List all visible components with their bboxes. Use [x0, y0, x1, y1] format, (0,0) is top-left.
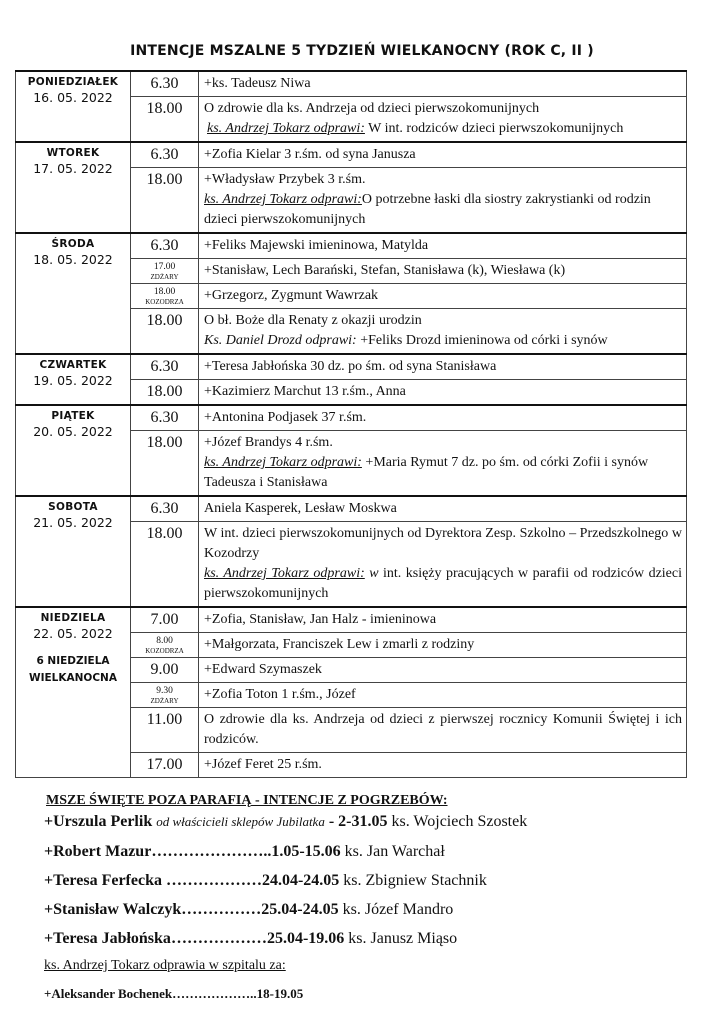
intention-text: O bł. Boże dla Renaty z okazji urodzin — [204, 313, 422, 328]
day-cell — [16, 354, 131, 405]
funeral-dates: 25.04-24.05 — [261, 901, 339, 918]
day-block — [16, 496, 687, 607]
day-block — [16, 142, 687, 233]
intention-cell — [199, 683, 687, 708]
celebrant-note: Ks. Daniel Drozd odprawi: — [204, 333, 357, 348]
mass-time: 18.00 — [153, 287, 176, 297]
funeral-priest: ks. Józef Mandro — [338, 901, 454, 918]
intention-text: O zdrowie dla ks. Andrzeja od dzieci pierwszokomunijnych — [204, 101, 540, 116]
intention-text: +Zofia, Stanisław, Jan Halz - imieninowa — [204, 612, 437, 627]
mass-time-cell — [131, 233, 199, 259]
day-cell — [16, 496, 131, 607]
day-date: 18. 05. 2022 — [33, 252, 113, 267]
intention-line — [204, 755, 682, 775]
mass-row — [16, 354, 687, 380]
outside-section-title: MSZE ŚWIĘTE POZA PARAFIĄ - INTENCJE Z POGRZEBÓW: — [46, 793, 448, 808]
page-title: INTENCJE MSZALNE 5 TYDZIEŃ WIELKANOCNY (ROK C, II ) — [130, 43, 594, 59]
mass-time-cell — [131, 496, 199, 522]
funeral-note: od właścicieli sklepów Jubilatka — [156, 814, 325, 829]
funeral-dots: ……………… — [170, 930, 267, 947]
intention-text: +Edward Szymaszek — [204, 662, 322, 677]
funeral-entry — [44, 843, 445, 861]
intention-text: +Józef Brandys 4 r.śm. — [204, 435, 333, 450]
intention-cell — [199, 97, 687, 143]
funeral-name: +Teresa Jabłońska — [44, 930, 171, 947]
celebrant-note: ks. Andrzej Tokarz odprawi: — [204, 192, 362, 207]
intention-line — [204, 170, 682, 190]
funeral-dates: 24.04-24.05 — [261, 872, 340, 889]
celebrant-note: ks. Andrzej Tokarz odprawi: — [204, 455, 362, 470]
intention-cell — [199, 142, 687, 168]
intention-line — [204, 236, 682, 256]
day-name: PONIEDZIAŁEK — [27, 76, 119, 88]
mass-time-cell — [131, 522, 199, 608]
day-date: 17. 05. 2022 — [33, 161, 113, 176]
mass-time-cell — [131, 97, 199, 143]
funeral-dots: ………………….. — [151, 843, 272, 860]
mass-time-cell — [131, 431, 199, 497]
mass-time: 6.30 — [150, 237, 179, 254]
mass-time-cell — [131, 380, 199, 406]
mass-row — [16, 71, 687, 97]
mass-row — [16, 496, 687, 522]
day-cell — [16, 233, 131, 354]
intention-line — [204, 286, 682, 306]
mass-time-cell — [131, 753, 199, 778]
day-name: NIEDZIELA — [40, 612, 106, 624]
intention-text: +Feliks Drozd imieninowa od córki i synów — [356, 333, 608, 348]
intention-cell — [199, 405, 687, 431]
hospital-title: ks. Andrzej Tokarz odprawia w szpitalu za: — [44, 958, 286, 973]
day-date: 20. 05. 2022 — [33, 424, 113, 439]
mass-row — [16, 405, 687, 431]
mass-time: 18.00 — [146, 312, 183, 329]
intention-text: +Małgorzata, Franciszek Lew i zmarli z rodziny — [204, 637, 475, 652]
mass-row — [16, 233, 687, 259]
intention-cell — [199, 259, 687, 284]
day-date: 19. 05. 2022 — [33, 373, 113, 388]
mass-time: 6.30 — [150, 146, 179, 163]
day-block — [16, 354, 687, 405]
intention-line — [204, 190, 682, 230]
intention-line — [204, 453, 682, 493]
day-block — [16, 405, 687, 496]
intention-text: W int. rodziców dzieci pierwszokomunijnych — [364, 121, 624, 136]
intention-line — [204, 710, 682, 750]
intention-cell — [199, 633, 687, 658]
funeral-entry — [44, 813, 527, 831]
intention-line — [204, 382, 682, 402]
mass-time-cell — [131, 633, 199, 658]
intention-text: int. księży pracujących w parafii od rodziców dzieci pierwszokomunijnych — [204, 566, 682, 601]
day-cell — [16, 71, 131, 142]
mass-time: 17.00 — [146, 756, 183, 773]
intention-line — [204, 408, 682, 428]
funeral-name: +Urszula Perlik — [44, 813, 153, 830]
intention-text: +ks. Tadeusz Niwa — [204, 76, 311, 91]
intention-cell — [199, 522, 687, 608]
intention-line — [204, 145, 682, 165]
celebrant-note: ks. Andrzej Tokarz odprawi: — [204, 566, 365, 581]
intention-line — [204, 357, 682, 377]
mass-time: 7.00 — [150, 611, 179, 628]
mass-time: 6.30 — [150, 75, 179, 92]
funeral-sep: - — [324, 813, 339, 830]
day-extra-label: 6 NIEDZIELA — [36, 655, 110, 667]
intention-line — [204, 499, 682, 519]
mass-time: 11.00 — [146, 711, 183, 728]
intention-cell — [199, 233, 687, 259]
intention-text: +Józef Feret 25 r.śm. — [204, 757, 322, 772]
intention-text: +Kazimierz Marchut 13 r.śm., Anna — [204, 384, 406, 399]
day-cell — [16, 607, 131, 778]
funeral-dots: ……………… — [161, 872, 262, 889]
mass-time: 6.30 — [150, 409, 179, 426]
intention-cell — [199, 496, 687, 522]
funeral-name: +Stanisław Walczyk — [44, 901, 182, 918]
day-block — [16, 233, 687, 354]
mass-time-cell — [131, 354, 199, 380]
intention-cell — [199, 168, 687, 234]
intention-text: +Antonina Podjasek 37 r.śm. — [204, 410, 367, 425]
intention-line — [204, 524, 682, 564]
mass-time: 18.00 — [146, 100, 183, 117]
mass-location: KOZODRZA — [145, 647, 184, 655]
day-extra-label: WIELKANOCNA — [29, 672, 117, 684]
funeral-priest: ks. Janusz Miąso — [344, 930, 458, 947]
mass-time: 6.30 — [150, 358, 179, 375]
day-name: PIĄTEK — [51, 410, 95, 422]
mass-time-cell — [131, 284, 199, 309]
day-cell — [16, 142, 131, 233]
intention-text: +Władysław Przybek 3 r.śm. — [204, 172, 366, 187]
mass-time: 18.00 — [146, 525, 183, 542]
intention-cell — [199, 284, 687, 309]
mass-time-cell — [131, 142, 199, 168]
funeral-name: +Teresa Ferfecka — [44, 872, 162, 889]
intention-line — [204, 685, 682, 705]
mass-time-cell — [131, 708, 199, 753]
intention-line — [204, 74, 682, 94]
mass-row — [16, 142, 687, 168]
mass-time-cell — [131, 309, 199, 355]
day-date: 22. 05. 2022 — [33, 626, 113, 641]
intentions-table — [15, 70, 687, 778]
intention-text: W int. dzieci pierwszokomunijnych od Dyrektora Zesp. Szkolno – Przedszkolnego w Kozodrzy — [204, 526, 682, 561]
funeral-dates: 2-31.05 — [338, 813, 388, 830]
mass-time-cell — [131, 607, 199, 633]
intention-text: O potrzebne łaski dla siostry zakrystianki od rodzin dzieci pierwszokomunijnych — [204, 192, 651, 227]
intention-line — [204, 119, 682, 139]
funeral-dates: 25.04-19.06 — [266, 930, 345, 947]
mass-location: KOZODRZA — [145, 298, 184, 306]
intention-cell — [199, 658, 687, 683]
mass-location: ZDŻARY — [150, 697, 179, 705]
celebrant-note-tail: w — [364, 566, 379, 581]
mass-time-cell — [131, 683, 199, 708]
intention-line — [204, 331, 682, 351]
spacer — [16, 641, 130, 653]
hospital-name: +Aleksander Bochenek — [44, 986, 173, 1001]
intention-line — [204, 433, 682, 453]
intention-cell — [199, 708, 687, 753]
intention-cell — [199, 607, 687, 633]
funeral-entry — [44, 930, 457, 948]
day-name: SOBOTA — [48, 501, 98, 513]
funeral-entry — [44, 872, 487, 890]
intention-text: +Teresa Jabłońska 30 dz. po śm. od syna Stanisława — [204, 359, 497, 374]
hospital-dates: 18-19.05 — [256, 986, 304, 1001]
mass-time: 9.30 — [156, 686, 173, 696]
mass-time-cell — [131, 405, 199, 431]
intention-text: +Maria Rymut 7 dz. po śm. od córki Zofii i synów Tadeusza i Stanisława — [204, 455, 649, 490]
mass-time: 8.00 — [156, 636, 173, 646]
intention-cell — [199, 380, 687, 406]
day-date: 16. 05. 2022 — [33, 90, 113, 105]
intention-line — [204, 610, 682, 630]
funeral-priest: ks. Wojciech Szostek — [387, 813, 528, 830]
mass-row — [16, 607, 687, 633]
intention-text: +Feliks Majewski imieninowa, Matylda — [204, 238, 429, 253]
intention-line — [204, 564, 682, 604]
day-cell — [16, 405, 131, 496]
funeral-priest: ks. Zbigniew Stachnik — [339, 872, 487, 889]
intention-line — [204, 660, 682, 680]
intention-line — [204, 635, 682, 655]
hospital-dots: ……………….. — [172, 986, 257, 1001]
funeral-name: +Robert Mazur — [44, 843, 152, 860]
intention-text: +Zofia Toton 1 r.śm., Józef — [204, 687, 356, 702]
mass-location: ZDŻARY — [150, 273, 179, 281]
mass-time: 18.00 — [146, 383, 183, 400]
day-date: 21. 05. 2022 — [33, 515, 113, 530]
intention-text: +Stanisław, Lech Barański, Stefan, Stanisława (k), Wiesława (k) — [204, 263, 566, 278]
intention-text: O zdrowie dla ks. Andrzeja od dzieci z pierwszej rocznicy Komunii Świętej i ich rodziców. — [204, 712, 682, 747]
mass-time: 17.00 — [153, 262, 176, 272]
day-block — [16, 71, 687, 142]
day-name: WTOREK — [46, 147, 100, 159]
funeral-dots: …………… — [181, 901, 262, 918]
intention-text: +Grzegorz, Zygmunt Wawrzak — [204, 288, 379, 303]
intention-cell — [199, 431, 687, 497]
day-name: ŚRODA — [51, 238, 95, 250]
intention-cell — [199, 71, 687, 97]
mass-time-cell — [131, 259, 199, 284]
funeral-entry — [44, 901, 453, 919]
mass-time-cell — [131, 658, 199, 683]
celebrant-note: ks. Andrzej Tokarz odprawi: — [207, 121, 365, 136]
intention-cell — [199, 354, 687, 380]
mass-time: 18.00 — [146, 434, 183, 451]
intention-line — [204, 99, 682, 119]
funeral-priest: ks. Jan Warchał — [340, 843, 445, 860]
intention-cell — [199, 309, 687, 355]
mass-time: 18.00 — [146, 171, 183, 188]
day-name: CZWARTEK — [39, 359, 107, 371]
intention-text: Aniela Kasperek, Lesław Moskwa — [204, 501, 397, 516]
mass-time-cell — [131, 71, 199, 97]
intention-line — [204, 261, 682, 281]
hospital-entry — [44, 986, 303, 1002]
mass-time: 9.00 — [150, 661, 179, 678]
day-block — [16, 607, 687, 778]
funeral-dates: 1.05-15.06 — [271, 843, 341, 860]
mass-time-cell — [131, 168, 199, 234]
mass-time: 6.30 — [150, 500, 179, 517]
intention-line — [204, 311, 682, 331]
intention-text: +Zofia Kielar 3 r.śm. od syna Janusza — [204, 147, 416, 162]
intention-cell — [199, 753, 687, 778]
